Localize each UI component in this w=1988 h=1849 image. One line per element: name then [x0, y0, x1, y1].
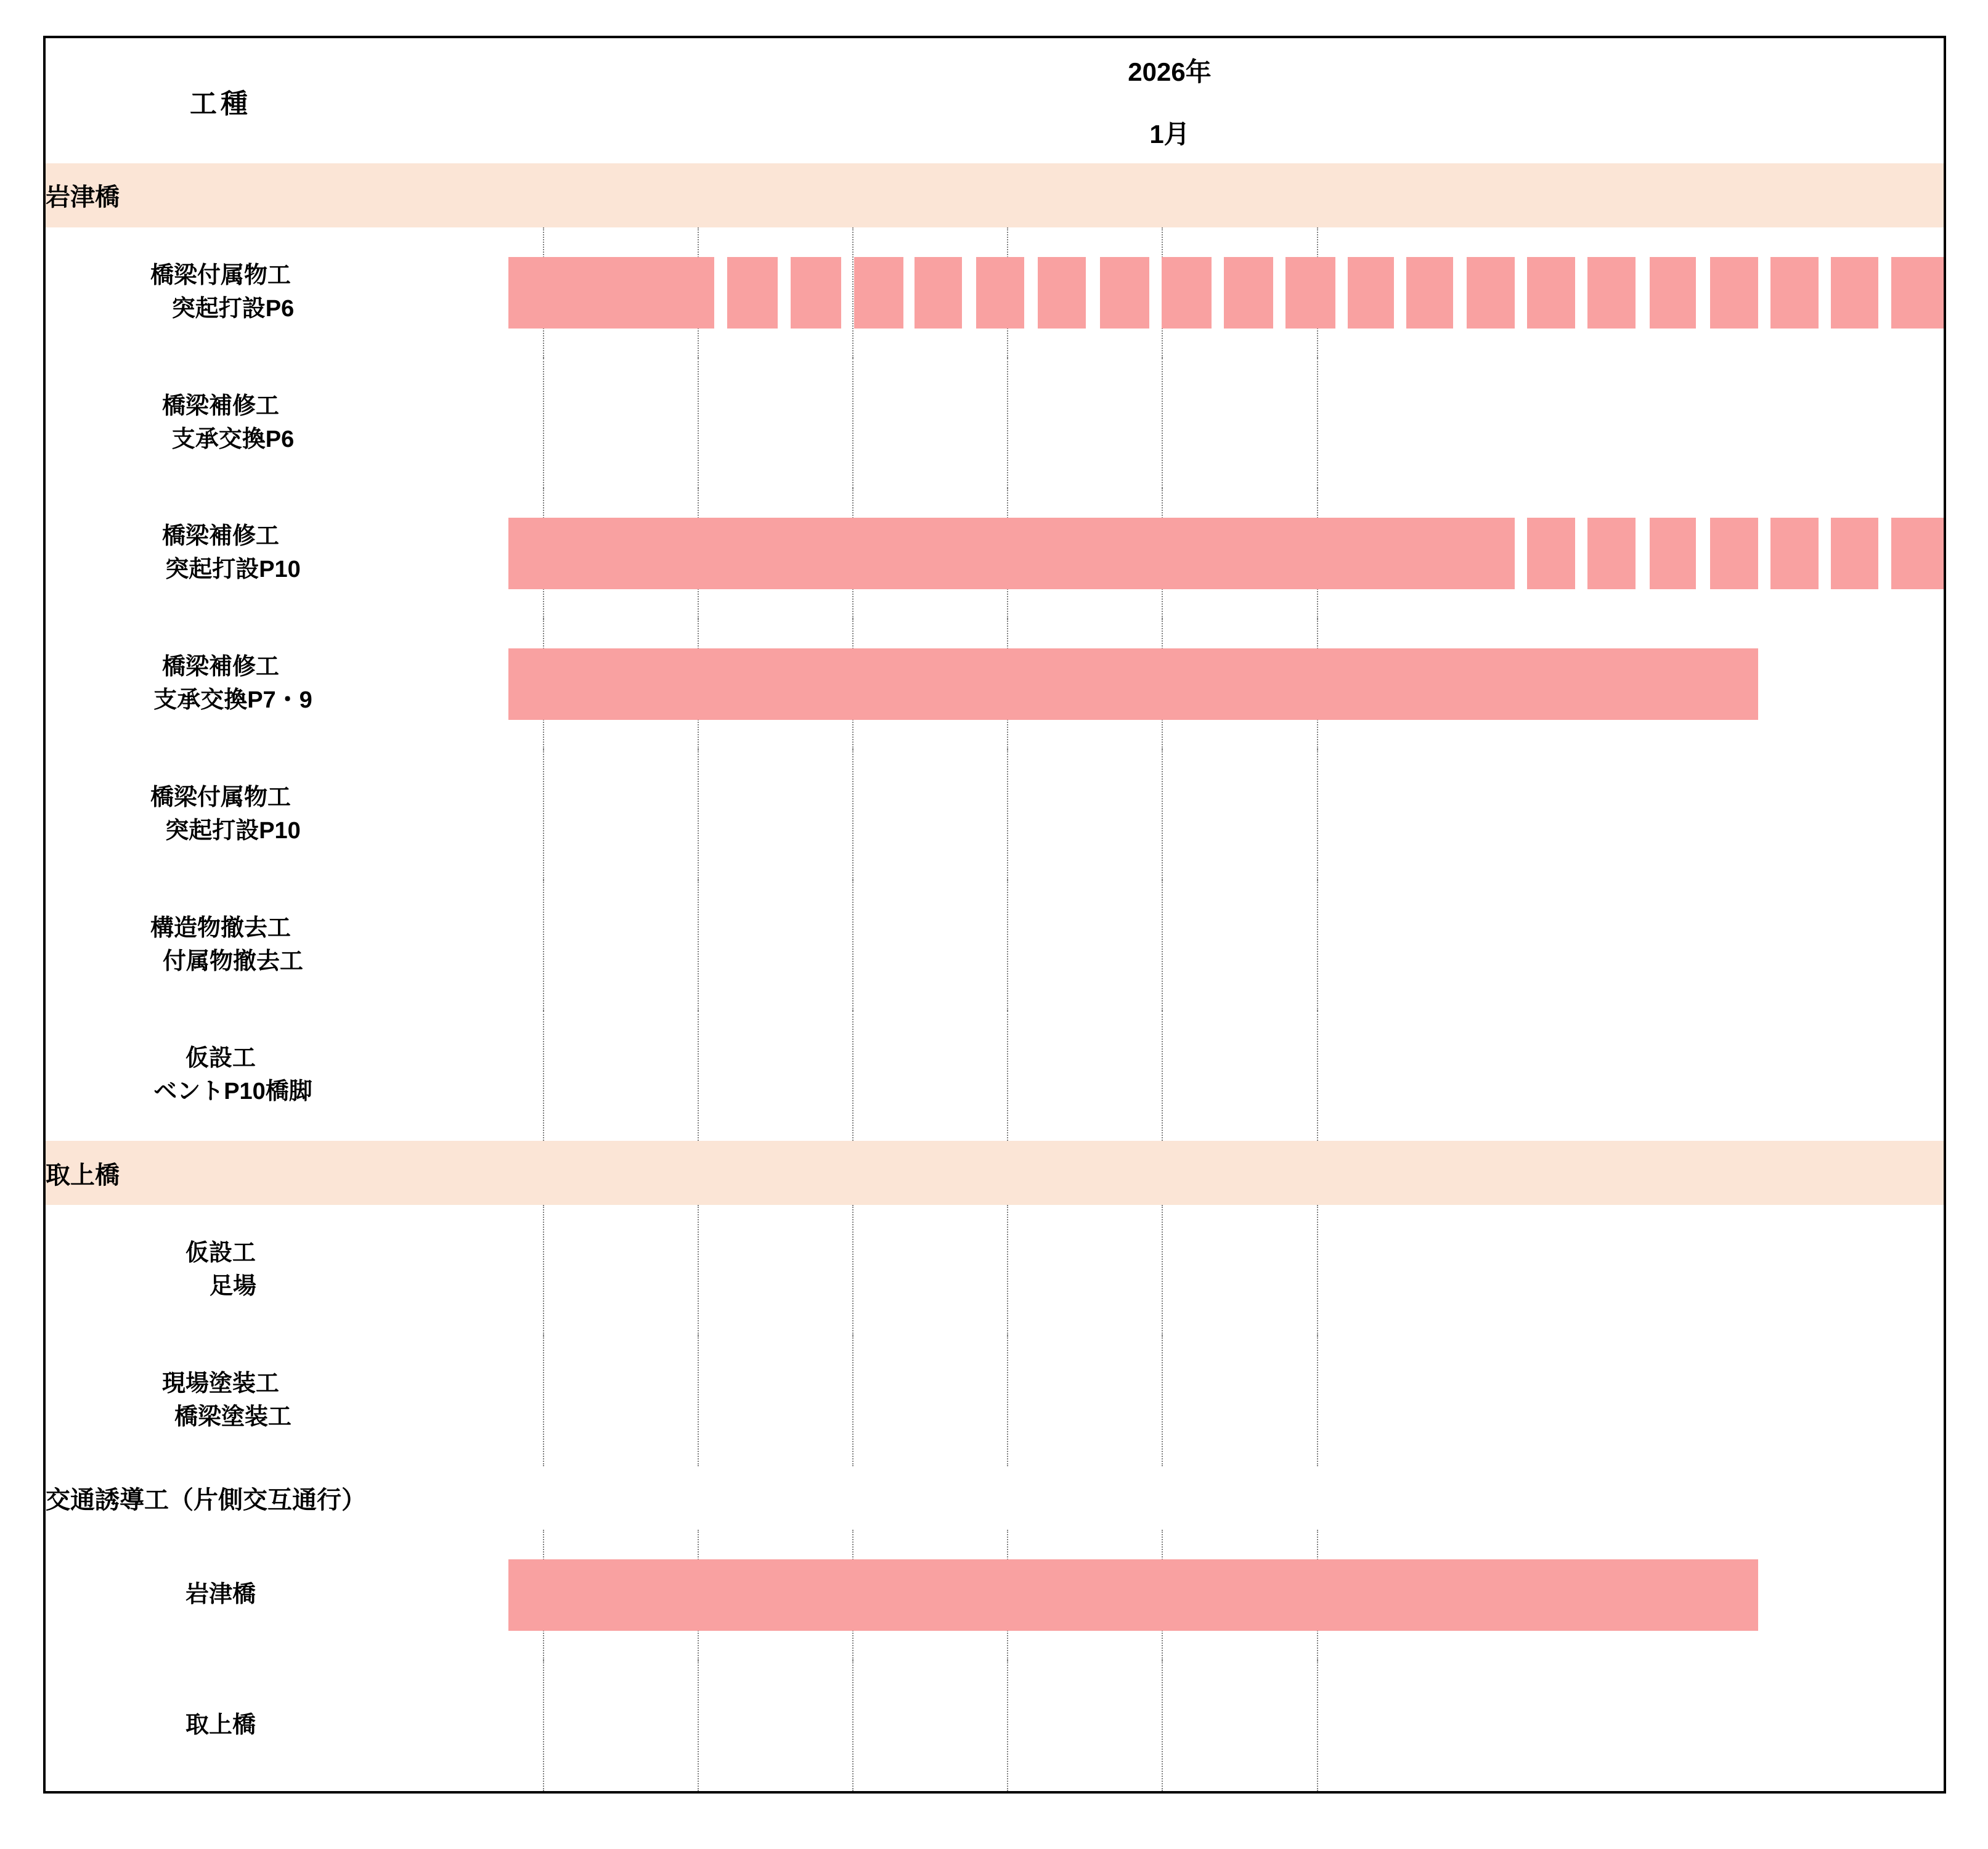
task-label-r9	[46, 1336, 396, 1466]
task-track-r6	[396, 880, 1944, 1011]
gantt-bar	[1770, 257, 1819, 329]
gantt-bar	[508, 518, 1515, 589]
gantt-bar	[1406, 257, 1452, 329]
bar-group-r5	[396, 779, 1944, 851]
gantt-bar	[1038, 257, 1086, 329]
gantt-bar	[508, 1559, 1758, 1631]
gantt-bar	[1891, 257, 1944, 329]
gantt-bar	[854, 257, 903, 329]
gantt-bar	[1587, 518, 1636, 589]
gantt-bar	[508, 648, 1758, 720]
task-label-line1: 仮設工	[185, 1239, 256, 1266]
task-track-r3	[396, 488, 1944, 619]
task-track-r11	[396, 1660, 1944, 1791]
task-label-line2: 支承交換P6	[171, 426, 295, 452]
bar-group-r10	[396, 1559, 1944, 1631]
table-row	[46, 358, 1944, 489]
gantt-bar	[1587, 257, 1636, 329]
task-track-r5	[396, 749, 1944, 880]
gantt-bar	[1770, 518, 1819, 589]
task-label-r6	[46, 880, 396, 1011]
gantt-bar	[1831, 518, 1879, 589]
task-label-line2: 橋梁塗装工	[174, 1403, 291, 1430]
task-label-line2: 支承交換P7・9	[153, 687, 312, 714]
task-label-line2: 足場	[209, 1273, 256, 1299]
task-label-r1	[46, 227, 396, 358]
task-label-line1: 仮設工	[185, 1045, 256, 1072]
bar-group-r7	[396, 1040, 1944, 1111]
gantt-bar	[1224, 257, 1273, 329]
group-band-row	[46, 163, 1944, 227]
group-title-torikami: 取上橋	[46, 1141, 1944, 1205]
gantt-bar	[1891, 518, 1944, 589]
task-label-line2: 突起打設P10	[165, 817, 301, 844]
task-label-line2: ベントP10橋脚	[153, 1079, 312, 1105]
task-label-line1: 岩津橋	[185, 1582, 256, 1608]
task-track-r9	[396, 1336, 1944, 1466]
task-label-line1: 現場塗装工	[161, 1370, 279, 1397]
task-track-r8	[396, 1205, 1944, 1336]
table-row	[46, 1336, 1944, 1466]
table-row	[46, 1011, 1944, 1141]
header-month: 1月	[1149, 120, 1190, 149]
bar-group-r1	[396, 257, 1944, 329]
bar-group-r2	[396, 388, 1944, 459]
task-label-r4	[46, 619, 396, 749]
task-label-line2: 突起打設P6	[171, 295, 295, 322]
gantt-bar	[1710, 518, 1758, 589]
gantt-bar	[1527, 257, 1575, 329]
table-row	[46, 227, 1944, 358]
bar-group-r3	[396, 518, 1944, 589]
bar-group-r8	[396, 1235, 1944, 1306]
table-header-row	[46, 38, 1944, 102]
task-label-r8	[46, 1205, 396, 1336]
gantt-bar	[727, 257, 778, 329]
gantt-bar	[1162, 257, 1211, 329]
gantt-bar	[1650, 518, 1696, 589]
section-title-traffic: 交通誘導工（片側交互通行）	[46, 1466, 1944, 1530]
gantt-bar	[915, 257, 963, 329]
gantt-bar	[976, 257, 1024, 329]
task-label-line1: 構造物撤去工	[150, 915, 291, 941]
header-label-column: 工種	[190, 88, 251, 119]
table-row	[46, 1530, 1944, 1660]
bar-group-r9	[396, 1365, 1944, 1437]
table-row	[46, 1205, 1944, 1336]
task-label-r11	[46, 1660, 396, 1791]
gantt-bar	[1348, 257, 1394, 329]
gantt-bar	[1650, 257, 1696, 329]
gantt-bar	[1527, 518, 1575, 589]
gantt-bar	[1467, 257, 1515, 329]
gantt-chart	[43, 36, 1946, 1794]
task-track-r1	[396, 227, 1944, 358]
task-label-line1: 橋梁補修工	[161, 393, 279, 419]
task-track-r10	[396, 1530, 1944, 1660]
task-label-r7	[46, 1011, 396, 1141]
bar-group-r6	[396, 910, 1944, 981]
task-label-line1: 橋梁補修工	[161, 523, 279, 550]
gantt-bar	[1710, 257, 1758, 329]
bar-group-r4	[396, 648, 1944, 720]
task-label-line2: 突起打設P10	[165, 557, 301, 583]
task-label-r10	[46, 1530, 396, 1660]
table-row	[46, 880, 1944, 1011]
bar-group-r11	[396, 1690, 1944, 1761]
table-row	[46, 619, 1944, 749]
task-label-r2	[46, 358, 396, 489]
task-label-line1: 橋梁付属物工	[150, 262, 291, 288]
task-track-r2	[396, 358, 1944, 489]
gantt-bar	[1831, 257, 1879, 329]
section-band-row	[46, 1466, 1944, 1530]
table-row	[46, 488, 1944, 619]
group-band-row	[46, 1141, 1944, 1205]
task-label-line2: 付属物撤去工	[162, 948, 303, 974]
task-label-r3	[46, 488, 396, 619]
header-year: 2026年	[1128, 57, 1212, 86]
task-label-line1: 取上橋	[185, 1712, 256, 1739]
table-row	[46, 749, 1944, 880]
task-label-r5	[46, 749, 396, 880]
gantt-bar	[1100, 257, 1149, 329]
group-title-iwatsu: 岩津橋	[46, 163, 1944, 227]
gantt-bar	[791, 257, 842, 329]
table-row	[46, 1660, 1944, 1791]
gantt-table	[46, 38, 1944, 1791]
task-track-r4	[396, 619, 1944, 749]
task-track-r7	[396, 1011, 1944, 1141]
task-label-line1: 橋梁補修工	[161, 654, 279, 680]
gantt-bar	[508, 257, 714, 329]
gantt-bar	[1285, 257, 1335, 329]
task-label-line1: 橋梁付属物工	[150, 784, 291, 810]
